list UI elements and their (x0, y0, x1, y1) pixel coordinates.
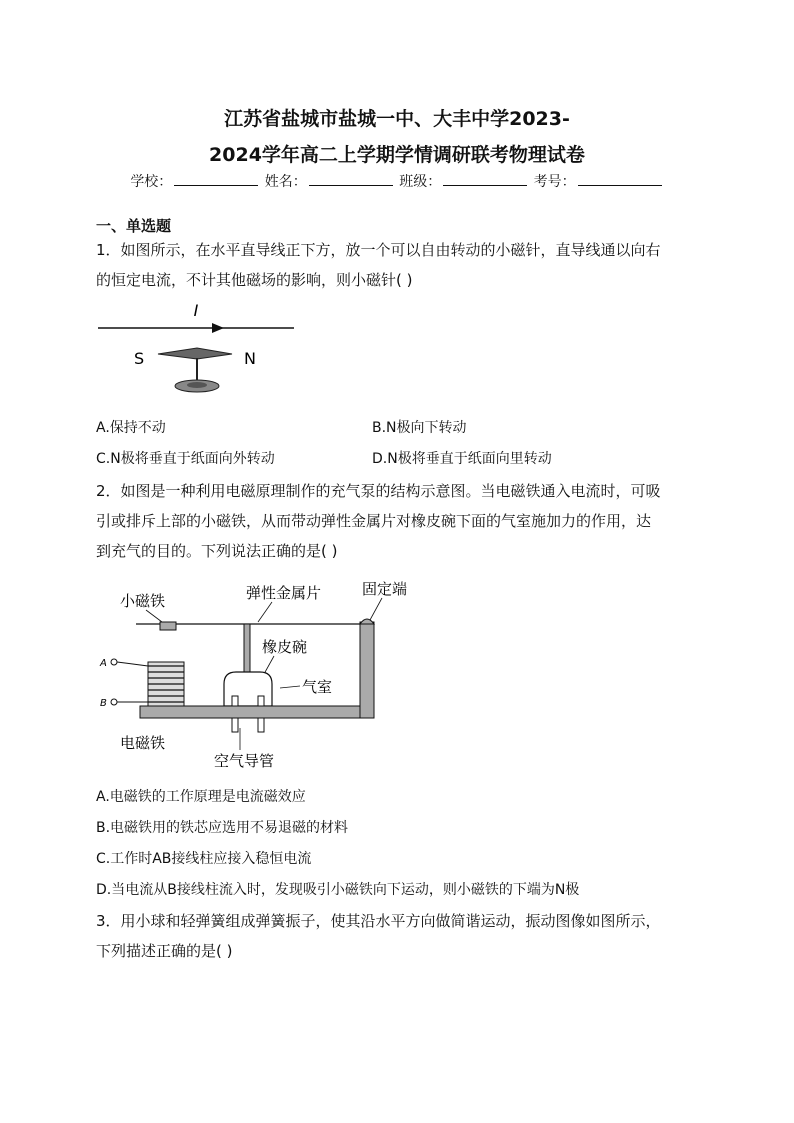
school-blank[interactable] (174, 173, 258, 186)
q2-option-a[interactable]: A.电磁铁的工作原理是电流磁效应 (96, 789, 306, 805)
electromagnet-coil (148, 666, 184, 702)
small-magnet-label: 小磁铁 (120, 592, 166, 610)
q1-line2: 的恒定电流，不计其他磁场的影响，则小磁针( ) (96, 271, 413, 289)
q1-option-c[interactable]: C.N极将垂直于纸面向外转动 (96, 451, 275, 467)
leader-elastic-sheet (258, 602, 272, 622)
elastic-sheet-label: 弹性金属片 (246, 584, 322, 602)
number-blank[interactable] (578, 173, 662, 186)
fixed-end-cap (360, 619, 374, 624)
terminal-a-label: A (100, 658, 107, 669)
q3-stem (96, 906, 700, 966)
q2-line3: 到充气的目的。下列说法正确的是( ) (96, 542, 338, 560)
fixed-upright (360, 622, 374, 718)
name-label: 姓名： (264, 174, 307, 190)
school-label: 学校： (130, 174, 173, 190)
q2-figure (96, 578, 426, 776)
base-plate (140, 706, 374, 718)
q1-stem (96, 235, 700, 295)
q2-option-c[interactable]: C.工作时AB接线柱应接入稳恒电流 (96, 851, 312, 867)
n-pole-label: N (244, 349, 256, 368)
rubber-bowl (224, 672, 272, 706)
exam-title-line1: 江苏省盐城市盐城一中、大丰中学2023- (224, 108, 570, 130)
class-label: 班级： (399, 174, 442, 190)
q1-line1: 1．如图所示，在水平直导线正下方，放一个可以自由转动的小磁针，直导线通以向右 (96, 241, 661, 259)
q1-option-a[interactable]: A.保持不动 (96, 420, 166, 436)
rubber-bowl-label: 橡皮碗 (262, 638, 308, 656)
small-magnet (160, 622, 176, 630)
section-heading: 一、单选题 (96, 217, 172, 235)
leader-rubber-bowl (264, 656, 274, 674)
q3-line2: 下列描述正确的是( ) (96, 942, 233, 960)
student-info-row (0, 171, 794, 191)
current-label: I (193, 301, 199, 320)
compass-base-inner (187, 382, 207, 388)
q2-line2: 引或排斥上部的小磁铁，从而带动弹性金属片对橡皮碗下面的气室施加力的作用，达 (96, 512, 652, 530)
q1-option-b[interactable]: B.N极向下转动 (372, 420, 467, 436)
q1-figure (96, 298, 300, 398)
wire-a (117, 662, 148, 666)
leader-air-chamber (280, 686, 300, 688)
push-rod (244, 624, 250, 674)
q2-option-b[interactable]: B.电磁铁用的铁芯应选用不易退磁的材料 (96, 820, 349, 836)
air-chamber-label: 气室 (302, 678, 333, 696)
compass-needle (158, 348, 232, 359)
current-arrow (212, 323, 224, 333)
leader-small-magnet (146, 610, 162, 622)
q2-option-d[interactable]: D.当电流从B接线柱流入时，发现吸引小磁铁向下运动，则小磁铁的下端为N极 (96, 882, 580, 898)
q3-line1: 3．用小球和轻弹簧组成弹簧振子，使其沿水平方向做简谐运动，振动图像如图所示， (96, 912, 661, 930)
fixed-end-label: 固定端 (362, 580, 408, 598)
air-tube-label: 空气导管 (214, 752, 275, 770)
terminal-b (111, 699, 117, 705)
class-blank[interactable] (443, 173, 527, 186)
electromagnet-label: 电磁铁 (120, 734, 166, 752)
terminal-b-label: B (100, 698, 107, 709)
number-label: 考号： (533, 174, 576, 190)
s-pole-label: S (134, 349, 145, 368)
terminal-a (111, 659, 117, 665)
q1-option-d[interactable]: D.N极将垂直于纸面向里转动 (372, 451, 552, 467)
leader-fixed-end (370, 598, 382, 620)
name-blank[interactable] (309, 173, 393, 186)
q2-line1: 2．如图是一种利用电磁原理制作的充气泵的结构示意图。当电磁铁通入电流时，可吸 (96, 482, 661, 500)
exam-title-line2: 2024学年高二上学期学情调研联考物理试卷 (209, 144, 585, 166)
q2-stem (96, 476, 700, 566)
